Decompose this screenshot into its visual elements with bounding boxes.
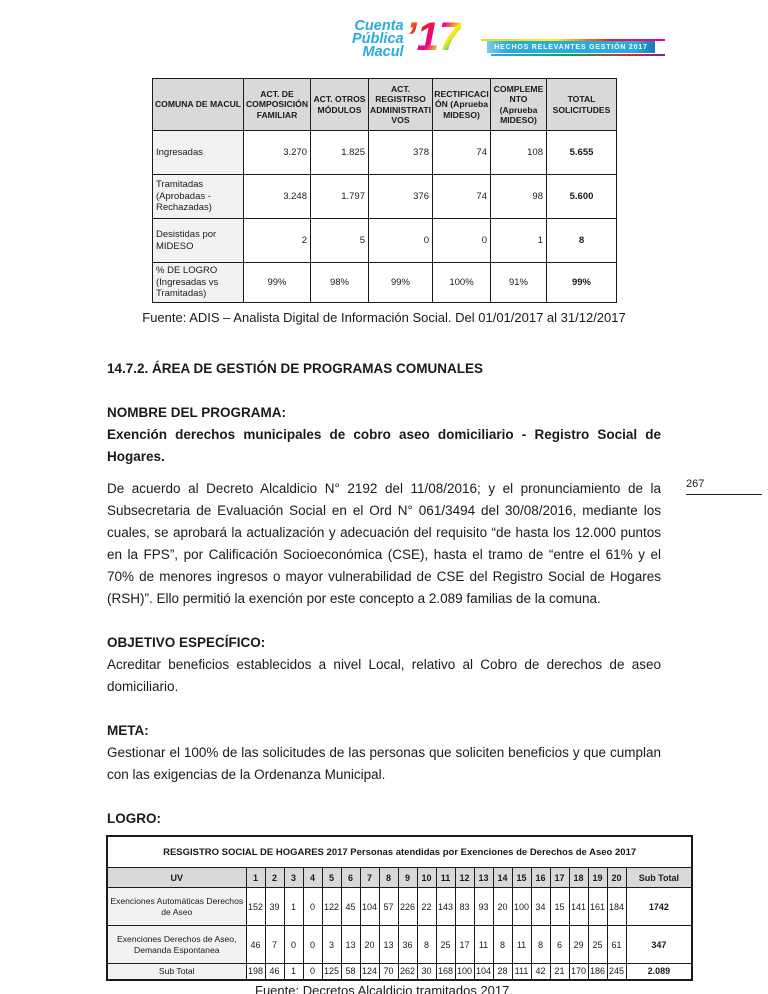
table2-cell: 15 bbox=[550, 888, 569, 926]
table2-cell: 100 bbox=[455, 964, 474, 980]
table2-cell: 198 bbox=[246, 964, 265, 980]
cuenta-publica-macul-logo bbox=[352, 16, 461, 59]
table2-cell: 141 bbox=[569, 888, 588, 926]
table2-row-label: Exenciones Automáticas Derechos de Aseo bbox=[107, 888, 246, 926]
table2-uv-number-header: 3 bbox=[284, 868, 303, 888]
table1-cell: 5 bbox=[311, 219, 369, 263]
table1-row bbox=[153, 175, 617, 219]
table1-source-caption: Fuente: ADIS – Analista Digital de Información Social. Del 01/01/2017 al 31/12/2017 bbox=[142, 310, 626, 325]
table2-row bbox=[107, 964, 692, 980]
table2-cell: 1 bbox=[284, 964, 303, 980]
table2-cell: 13 bbox=[341, 926, 360, 964]
table2-cell: 20 bbox=[360, 926, 379, 964]
table1-header-cell: ACT. OTROS MÓDULOS bbox=[311, 79, 369, 131]
table2-subtotal-cell: 1742 bbox=[626, 888, 692, 926]
table2-uv-number-header: 11 bbox=[436, 868, 455, 888]
table2-cell: 6 bbox=[550, 926, 569, 964]
table2-row-label: Exenciones Derechos de Aseo, Demanda Espontanea bbox=[107, 926, 246, 964]
table2-cell: 161 bbox=[588, 888, 607, 926]
table2-cell: 30 bbox=[417, 964, 436, 980]
table1-header-cell: COMPLEMENTO (Aprueba MIDESO) bbox=[491, 79, 547, 131]
table2-uv-number-header: 17 bbox=[550, 868, 569, 888]
table1-cell: 3.270 bbox=[244, 131, 311, 175]
table2-uv-number-header: 16 bbox=[531, 868, 550, 888]
table2-uv-number-header: 7 bbox=[360, 868, 379, 888]
table2-cell: 0 bbox=[284, 926, 303, 964]
table2-cell: 226 bbox=[398, 888, 417, 926]
table2-uv-number-header: 9 bbox=[398, 868, 417, 888]
table2-cell: 25 bbox=[588, 926, 607, 964]
table2-cell: 29 bbox=[569, 926, 588, 964]
table1-row bbox=[153, 219, 617, 263]
table2-cell: 39 bbox=[265, 888, 284, 926]
table2-cell: 70 bbox=[379, 964, 398, 980]
table2-cell: 104 bbox=[360, 888, 379, 926]
decreto-paragraph: De acuerdo al Decreto Alcaldicio N° 2192 del 11/08/2016; y el pronunciamiento de la Subsecretaria de Evaluación Social en el Ord N° 061/3494 del 30/08/2016, mediante los cuales, se aprobará la actualización y adecuación del requisito “de hasta los 12.000 puntos en la FPS”, por Calificación Socioeconómica (CSE), hasta el tramo de “entre el 61% y el 70% de menores ingresos o mayor vulnerabilidad de CSE del Registro Social de Hogares (RSH)”. Ello permitió la exención por este concepto a 2.089 familias de la comuna. bbox=[107, 481, 661, 606]
table2-uv-number-header: 19 bbox=[588, 868, 607, 888]
table2-subtotal-cell: 347 bbox=[626, 926, 692, 964]
table2-cell: 8 bbox=[531, 926, 550, 964]
header-banner: HECHOS RELEVANTES GESTIÓN 2017 bbox=[487, 41, 655, 53]
table1-cell: 0 bbox=[369, 219, 433, 263]
table2-cell: 245 bbox=[607, 964, 626, 980]
table2-cell: 170 bbox=[569, 964, 588, 980]
table2-cell: 36 bbox=[398, 926, 417, 964]
table1-cell: 100% bbox=[433, 263, 491, 303]
meta-text: Gestionar el 100% de las solicitudes de las personas que soliciten beneficios y que cumplan con las exigencias de la Ordenanza Municipal. bbox=[107, 745, 661, 782]
table2-uv-number-header: 1 bbox=[246, 868, 265, 888]
logo-line-publica: Pública bbox=[352, 31, 404, 47]
table2-cell: 22 bbox=[417, 888, 436, 926]
table1-row-label: Tramitadas (Aprobadas - Rechazadas) bbox=[153, 175, 244, 219]
table2-uv-number-header: 14 bbox=[493, 868, 512, 888]
logo-line-macul: Macul bbox=[362, 44, 404, 60]
table1-cell: 98 bbox=[491, 175, 547, 219]
table2-cell: 21 bbox=[550, 964, 569, 980]
table1-cell: 0 bbox=[433, 219, 491, 263]
table2-uv-header: UV bbox=[107, 868, 246, 888]
table2-cell: 58 bbox=[341, 964, 360, 980]
table1-total-cell: 5.655 bbox=[547, 131, 617, 175]
table2-cell: 3 bbox=[322, 926, 341, 964]
table2-cell: 111 bbox=[512, 964, 531, 980]
table1-header-cell: RECTIFICACIÓN (Aprueba MIDESO) bbox=[433, 79, 491, 131]
table1-header-cell: ACT. REGISTRSO ADMINISTRATIVOS bbox=[369, 79, 433, 131]
table2-cell: 184 bbox=[607, 888, 626, 926]
table1-cell: 74 bbox=[433, 175, 491, 219]
table1-cell: 108 bbox=[491, 131, 547, 175]
table2-cell: 46 bbox=[246, 926, 265, 964]
logro-label: LOGRO: bbox=[107, 811, 161, 826]
table2-cell: 8 bbox=[493, 926, 512, 964]
table1-row-label: Desistidas por MIDESO bbox=[153, 219, 244, 263]
table2-cell: 1 bbox=[284, 888, 303, 926]
table2-cell: 57 bbox=[379, 888, 398, 926]
nombre-programa-label: NOMBRE DEL PROGRAMA: bbox=[107, 405, 287, 420]
table2-cell: 17 bbox=[455, 926, 474, 964]
table2-cell: 45 bbox=[341, 888, 360, 926]
table2-cell: 0 bbox=[303, 888, 322, 926]
table2-subtotal-header: Sub Total bbox=[626, 868, 692, 888]
table1-row-label: % DE LOGRO (Ingresadas vs Tramitadas) bbox=[153, 263, 244, 303]
table2-cell: 83 bbox=[455, 888, 474, 926]
table2-uv-number-header: 2 bbox=[265, 868, 284, 888]
table2-header-row bbox=[107, 868, 692, 888]
table2-title: RESGISTRO SOCIAL DE HOGARES 2017 Personas atendidas por Exenciones de Derechos de Aseo 2017 bbox=[107, 836, 692, 868]
table2-cell: 125 bbox=[322, 964, 341, 980]
table2-uv-number-header: 10 bbox=[417, 868, 436, 888]
section-heading: 14.7.2. ÁREA DE GESTIÓN DE PROGRAMAS COMUNALES bbox=[107, 361, 484, 376]
table-registro-social-hogares bbox=[106, 835, 693, 981]
table2-cell: 11 bbox=[512, 926, 531, 964]
table2-cell: 46 bbox=[265, 964, 284, 980]
table2-cell: 100 bbox=[512, 888, 531, 926]
table1-row bbox=[153, 131, 617, 175]
table2-subtotal-cell: 2.089 bbox=[626, 964, 692, 980]
table2-cell: 93 bbox=[474, 888, 493, 926]
table2-row bbox=[107, 888, 692, 926]
table2-uv-number-header: 13 bbox=[474, 868, 493, 888]
table2-uv-number-header: 5 bbox=[322, 868, 341, 888]
table2-cell: 11 bbox=[474, 926, 493, 964]
table1-cell: 1.797 bbox=[311, 175, 369, 219]
table1-cell: 2 bbox=[244, 219, 311, 263]
table2-cell: 25 bbox=[436, 926, 455, 964]
table1-row-label: Ingresadas bbox=[153, 131, 244, 175]
table2-cell: 143 bbox=[436, 888, 455, 926]
table2-cell: 8 bbox=[417, 926, 436, 964]
logo-year-17: ’17 bbox=[405, 15, 462, 59]
table1-row bbox=[153, 263, 617, 303]
objetivo-text: Acreditar beneficios establecidos a nivel Local, relativo al Cobro de derechos de aseo domiciliario. bbox=[107, 657, 661, 694]
table2-cell: 186 bbox=[588, 964, 607, 980]
table2-cell: 168 bbox=[436, 964, 455, 980]
table-solicitudes bbox=[152, 78, 617, 303]
table2-row-label: Sub Total bbox=[107, 964, 246, 980]
page-number: 267 bbox=[686, 478, 762, 495]
table2-uv-number-header: 18 bbox=[569, 868, 588, 888]
logo-wordmark bbox=[352, 16, 404, 59]
table2-uv-number-header: 20 bbox=[607, 868, 626, 888]
table2-uv-number-header: 4 bbox=[303, 868, 322, 888]
table1-cell: 3.248 bbox=[244, 175, 311, 219]
objetivo-label: OBJETIVO ESPECÍFICO: bbox=[107, 635, 266, 650]
table2-uv-number-header: 12 bbox=[455, 868, 474, 888]
table1-cell: 1.825 bbox=[311, 131, 369, 175]
table1-cell: 99% bbox=[369, 263, 433, 303]
table1-cell: 1 bbox=[491, 219, 547, 263]
meta-label: META: bbox=[107, 723, 149, 738]
table2-row bbox=[107, 926, 692, 964]
table2-cell: 28 bbox=[493, 964, 512, 980]
table1-header-row bbox=[153, 79, 617, 131]
table2-cell: 34 bbox=[531, 888, 550, 926]
table2-cell: 262 bbox=[398, 964, 417, 980]
table1-header-cell: TOTAL SOLICITUDES bbox=[547, 79, 617, 131]
logo-line-cuenta: Cuenta bbox=[354, 18, 404, 34]
table2-cell: 20 bbox=[493, 888, 512, 926]
table2-cell: 152 bbox=[246, 888, 265, 926]
table2-cell: 61 bbox=[607, 926, 626, 964]
nombre-programa-text: Exención derechos municipales de cobro aseo domiciliario - Registro Social de Hogares. bbox=[107, 427, 661, 464]
table2-cell: 7 bbox=[265, 926, 284, 964]
table2-cell: 122 bbox=[322, 888, 341, 926]
table2-uv-number-header: 15 bbox=[512, 868, 531, 888]
table1-cell: 74 bbox=[433, 131, 491, 175]
table1-header-cell: ACT. DE COMPOSICIÓN FAMILIAR bbox=[244, 79, 311, 131]
table2-title-row bbox=[107, 836, 692, 868]
table2-cell: 42 bbox=[531, 964, 550, 980]
table2-uv-number-header: 8 bbox=[379, 868, 398, 888]
table2-cell: 13 bbox=[379, 926, 398, 964]
table2-cell: 124 bbox=[360, 964, 379, 980]
table2-cell: 104 bbox=[474, 964, 493, 980]
table1-body bbox=[153, 131, 617, 303]
table2-cell: 0 bbox=[303, 926, 322, 964]
table1-cell: 98% bbox=[311, 263, 369, 303]
table1-total-cell: 8 bbox=[547, 219, 617, 263]
table1-total-cell: 99% bbox=[547, 263, 617, 303]
table2-body bbox=[107, 888, 692, 980]
table1-cell: 378 bbox=[369, 131, 433, 175]
table1-cell: 376 bbox=[369, 175, 433, 219]
table1-cell: 99% bbox=[244, 263, 311, 303]
table1-total-cell: 5.600 bbox=[547, 175, 617, 219]
table2-cell: 0 bbox=[303, 964, 322, 980]
table2-source-caption: Fuente: Decretos Alcaldicio tramitados 2017. bbox=[255, 982, 513, 994]
table1-header-cell: COMUNA DE MACUL bbox=[153, 79, 244, 131]
table2-uv-number-header: 6 bbox=[341, 868, 360, 888]
table1-cell: 91% bbox=[491, 263, 547, 303]
